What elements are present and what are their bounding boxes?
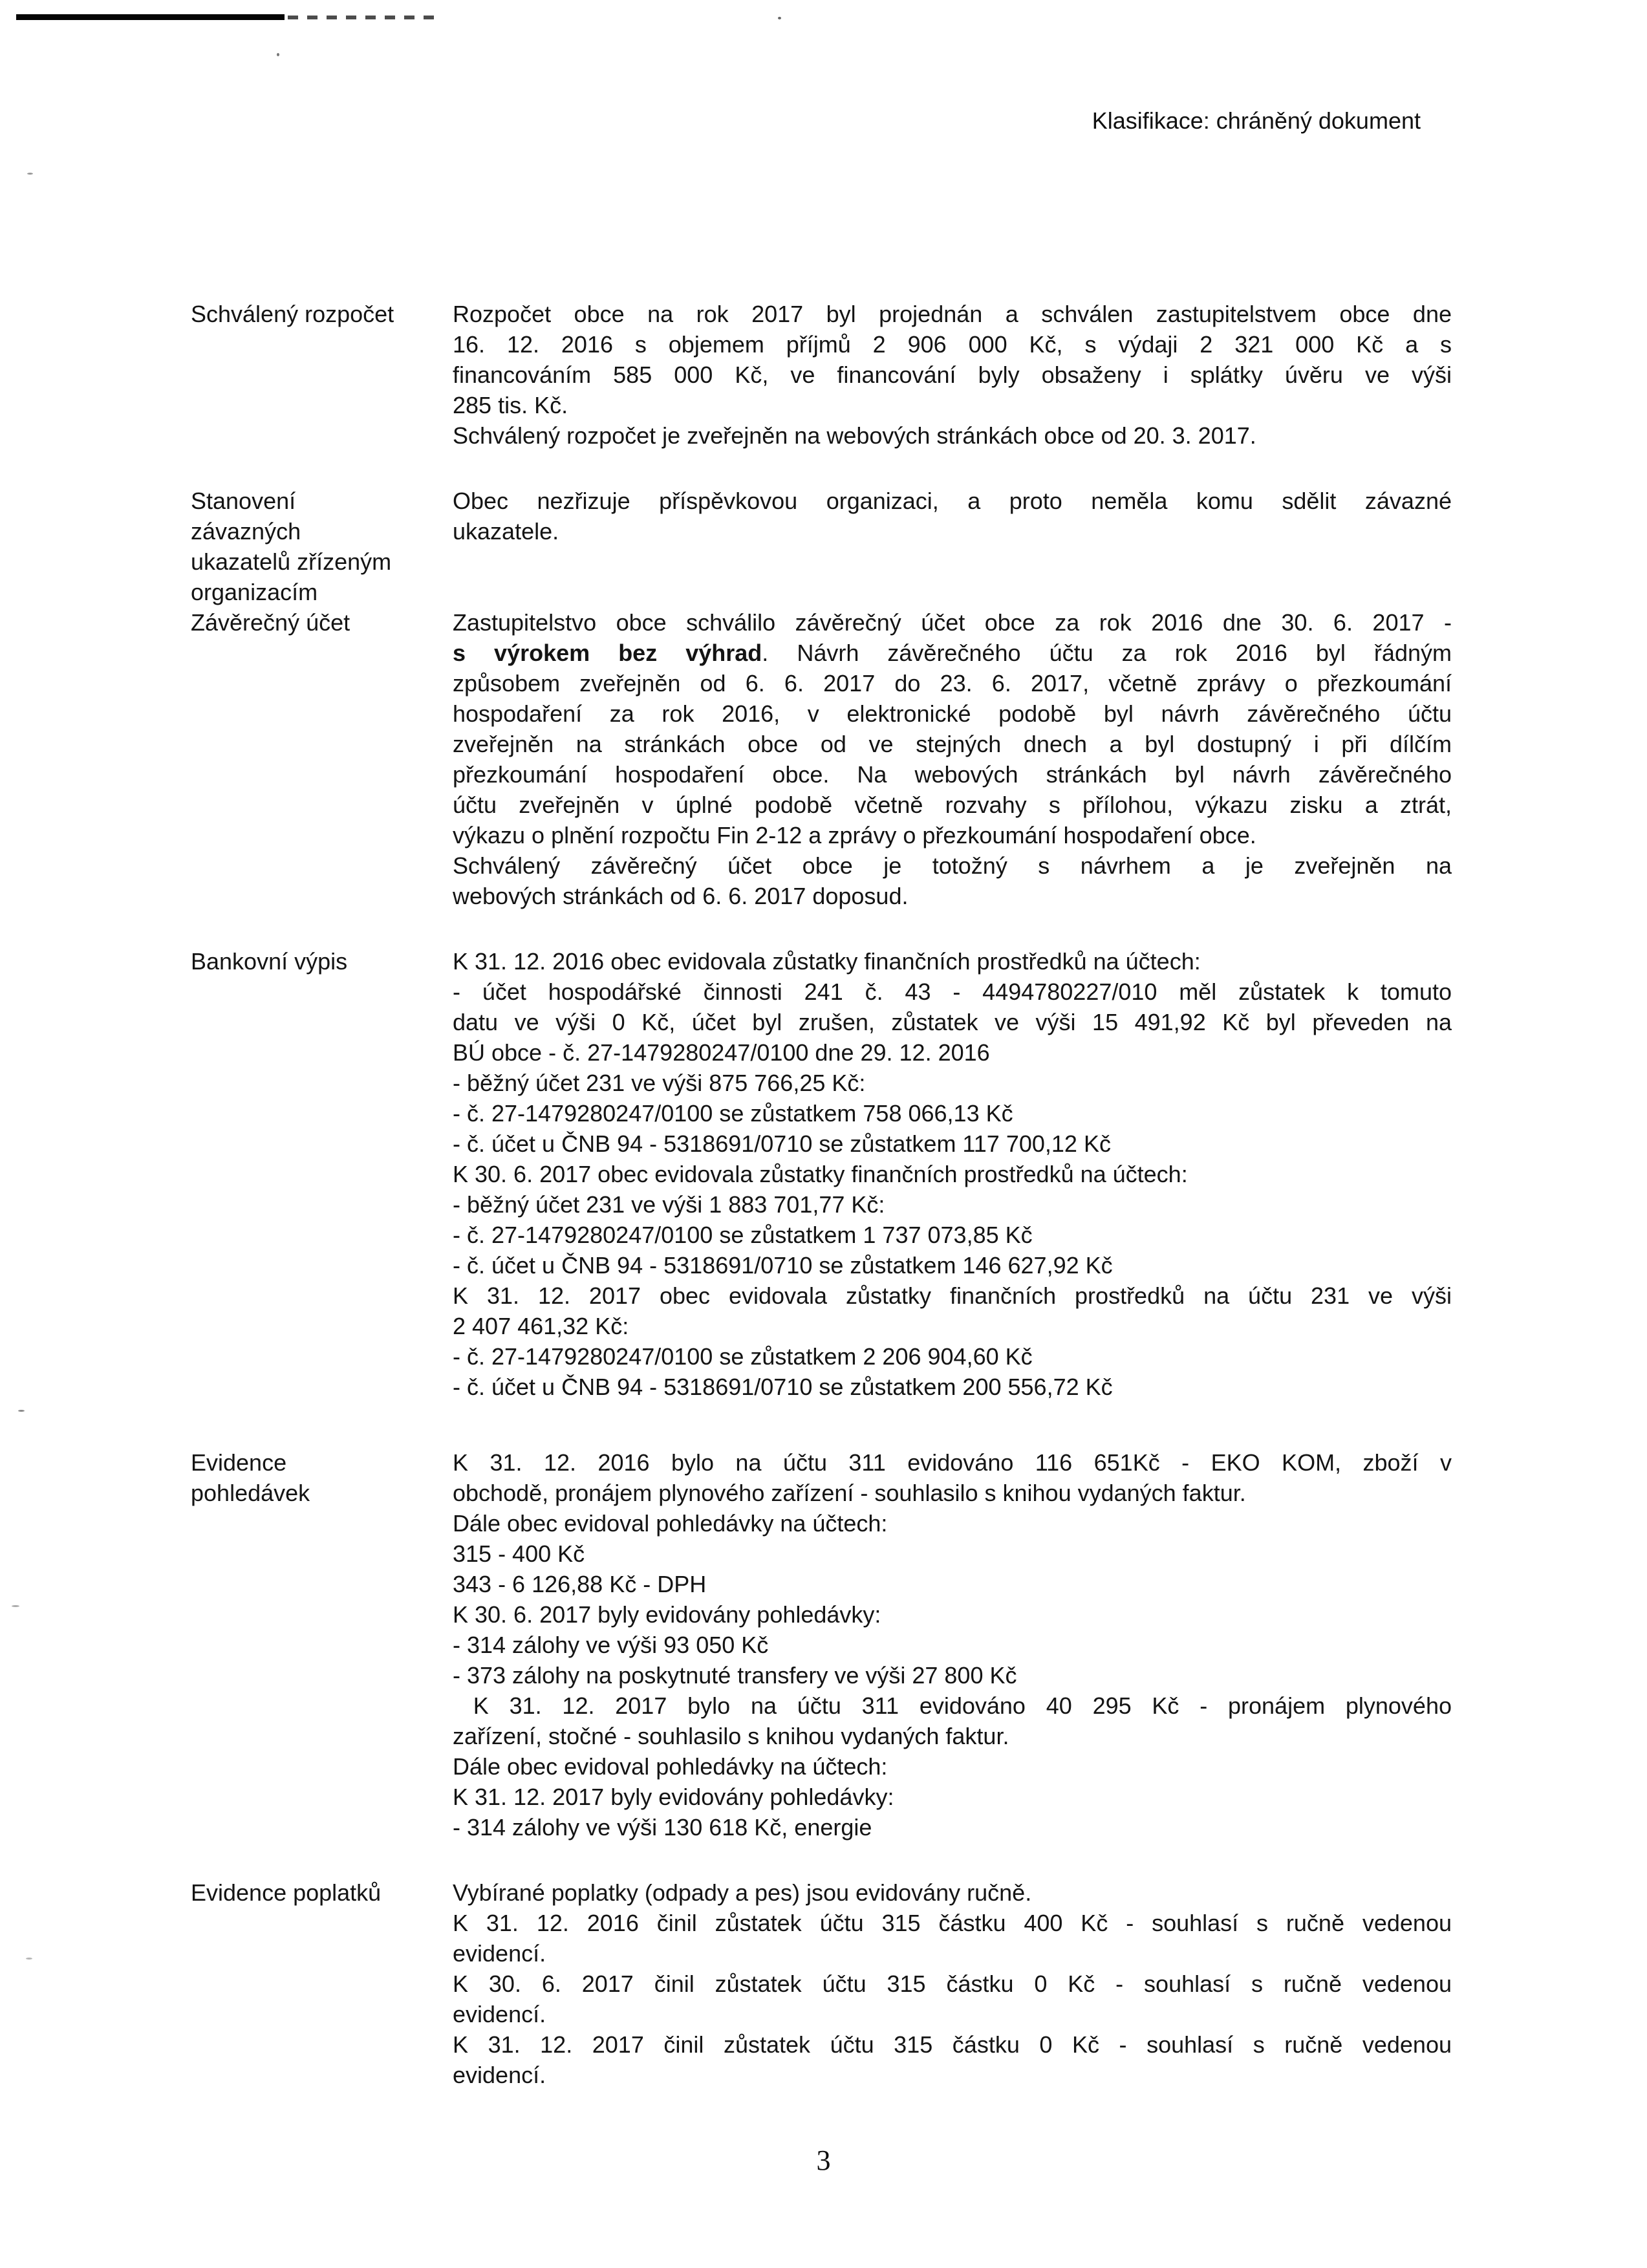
paragraph: [453, 1341, 1452, 1402]
section-label-line: Stanovení: [191, 488, 296, 514]
text-line: 2 407 461,32 Kč:: [453, 1313, 629, 1339]
section-label-line: Závěrečný účet: [191, 609, 350, 636]
text-line: - běžný účet 231 ve výši 1 883 701,77 Kč:: [453, 1191, 885, 1218]
paragraph: [453, 1508, 1452, 1690]
paragraph: [453, 1690, 1452, 1751]
section-label-line: Bankovní výpis: [191, 948, 348, 975]
paragraph: [453, 299, 1452, 420]
text-line: hospodaření za rok 2016, v elektronické podobě byl návrh závěrečného účtu: [453, 700, 1452, 727]
section-label-line: organizacím: [191, 579, 318, 605]
text-line: K 31. 12. 2017 bylo na účtu 311 evidováno 40 295 Kč - pronájem plynového: [453, 1692, 1452, 1719]
text-line: K 31. 12. 2016 obec evidovala zůstatky finančních prostředků na účtech:: [453, 948, 1201, 975]
text-line: evidencí.: [453, 2062, 546, 2088]
bold-text-run: s výrokem bez výhrad: [453, 640, 762, 666]
scan-artifact-bar: [16, 14, 285, 20]
section-text: [453, 486, 1452, 546]
text-line: K 30. 6. 2017 činil zůstatek účtu 315 částku 0 Kč - souhlasí s ručně vedenou: [453, 1971, 1452, 1997]
text-line: - č. 27-1479280247/0100 se zůstatkem 2 206 904,60 Kč: [453, 1343, 1033, 1370]
section-label: [191, 1877, 453, 1908]
text-line: - 314 zálohy ve výši 93 050 Kč: [453, 1632, 769, 1658]
paragraph: [453, 420, 1452, 451]
section-text: [453, 299, 1452, 451]
paragraph: [453, 1068, 1452, 1280]
text-line: 343 - 6 126,88 Kč - DPH: [453, 1571, 707, 1597]
text-line: evidencí.: [453, 2001, 546, 2027]
scan-artifact-speck: [277, 53, 279, 56]
text-line: Schválený rozpočet je zveřejněn na webových stránkách obce od 20. 3. 2017.: [453, 422, 1256, 449]
section-label: [191, 299, 453, 329]
paragraph: [453, 2029, 1452, 2090]
text-run: . Návrh závěrečného účtu za rok 2016 byl řádným: [762, 640, 1452, 666]
text-line: 315 - 400 Kč: [453, 1540, 585, 1567]
text-line: - účet hospodářské činnosti 241 č. 43 - 4494780227/010 měl zůstatek k tomuto: [453, 978, 1452, 1005]
text-line: K 31. 12. 2017 činil zůstatek účtu 315 částku 0 Kč - souhlasí s ručně vedenou: [453, 2031, 1452, 2058]
text-line: - č. účet u ČNB 94 - 5318691/0710 se zůstatkem 200 556,72 Kč: [453, 1374, 1113, 1400]
text-line: K 31. 12. 2016 bylo na účtu 311 evidováno 116 651Kč - EKO KOM, zboží v: [453, 1449, 1452, 1476]
paragraph: [453, 607, 1452, 850]
section-bankovni-vypis: [191, 946, 1452, 1402]
text-line: - 314 zálohy ve výši 130 618 Kč, energie: [453, 1814, 872, 1841]
text-line: datu ve výši 0 Kč, účet byl zrušen, zůstatek ve výši 15 491,92 Kč byl převeden na: [453, 1009, 1452, 1035]
section-schvaleny-rozpocet: [191, 299, 1452, 451]
paragraph: [453, 1280, 1452, 1341]
section-evidence-pohledavek: [191, 1447, 1452, 1842]
text-line: BÚ obce - č. 27-1479280247/0100 dne 29. 12. 2016: [453, 1039, 990, 1066]
text-line: Zastupitelstvo obce schválilo závěrečný účet obce za rok 2016 dne 30. 6. 2017 -: [453, 609, 1452, 636]
text-line: obchodě, pronájem plynového zařízení - souhlasilo s knihou vydaných faktur.: [453, 1480, 1246, 1506]
section-label: [191, 607, 453, 638]
section-label-line: Evidence: [191, 1449, 287, 1476]
text-line: Dále obec evidoval pohledávky na účtech:: [453, 1510, 888, 1537]
text-line: - č. 27-1479280247/0100 se zůstatkem 758 066,13 Kč: [453, 1100, 1013, 1127]
paragraph: [453, 946, 1452, 977]
paragraph: [453, 1447, 1452, 1508]
text-line: financováním 585 000 Kč, ve financování byly obsaženy i splátky úvěru ve výši: [453, 362, 1452, 388]
text-line: Dále obec evidoval pohledávky na účtech:: [453, 1753, 888, 1780]
text-line: Obec nezřizuje příspěvkovou organizaci, a proto neměla komu sdělit závazné: [453, 488, 1452, 514]
text-line: K 30. 6. 2017 byly evidovány pohledávky:: [453, 1601, 881, 1628]
text-line: přezkoumání hospodaření obce. Na webových stránkách byl návrh závěrečného: [453, 761, 1452, 788]
section-text: [453, 1447, 1452, 1842]
scan-artifact-bar-tail: [288, 16, 436, 19]
scan-artifact-speck: [27, 173, 33, 175]
section-text: [453, 1877, 1452, 2090]
text-line: Rozpočet obce na rok 2017 byl projednán a schválen zastupitelstvem obce dne: [453, 301, 1452, 327]
text-line: zařízení, stočné - souhlasilo s knihou vydaných faktur.: [453, 1723, 1009, 1749]
text-line: evidencí.: [453, 1940, 546, 1967]
text-line: [453, 638, 1452, 668]
text-line: webových stránkách od 6. 6. 2017 doposud.: [453, 883, 909, 909]
text-line: účtu zveřejněn v úplné podobě včetně rozvahy s přílohou, výkazu zisku a ztrát,: [453, 792, 1452, 818]
section-label-line: závazných: [191, 518, 301, 545]
scan-artifact-speck: [18, 1410, 25, 1412]
text-line: Vybírané poplatky (odpady a pes) jsou evidovány ručně.: [453, 1879, 1032, 1906]
section-text: [453, 946, 1452, 1402]
paragraph: [453, 850, 1452, 911]
text-line: Schválený závěrečný účet obce je totožný s návrhem a je zveřejněn na: [453, 852, 1452, 879]
text-line: K 31. 12. 2017 byly evidovány pohledávky:: [453, 1784, 894, 1810]
text-line: - č. účet u ČNB 94 - 5318691/0710 se zůstatkem 146 627,92 Kč: [453, 1252, 1113, 1279]
scan-artifact-speck: [26, 1958, 32, 1960]
text-line: - běžný účet 231 ve výši 875 766,25 Kč:: [453, 1070, 866, 1096]
section-zaverecny-ucet: [191, 607, 1452, 911]
section-label-line: Schválený rozpočet: [191, 301, 394, 327]
text-line: K 31. 12. 2017 obec evidovala zůstatky finančních prostředků na účtu 231 ve výši: [453, 1282, 1452, 1309]
paragraph: [453, 486, 1452, 546]
text-line: - č. 27-1479280247/0100 se zůstatkem 1 737 073,85 Kč: [453, 1222, 1033, 1248]
text-line: ukazatele.: [453, 518, 559, 545]
paragraph: [453, 1969, 1452, 2029]
page-number: 3: [816, 2144, 831, 2176]
document-body: [191, 299, 1452, 2090]
paragraph: [453, 1877, 1452, 1908]
section-evidence-poplatku: [191, 1877, 1452, 2090]
text-line: - 373 zálohy na poskytnuté transfery ve výši 27 800 Kč: [453, 1662, 1017, 1689]
text-line: K 31. 12. 2016 činil zůstatek účtu 315 částku 400 Kč - souhlasí s ručně vedenou: [453, 1910, 1452, 1936]
text-line: K 30. 6. 2017 obec evidovala zůstatky finančních prostředků na účtech:: [453, 1161, 1188, 1187]
section-stanoveni-zavaznych-ukazatelu: [191, 486, 1452, 607]
classification-header: Klasifikace: chráněný dokument: [1092, 107, 1421, 134]
text-line: zveřejněn na stránkách obce od ve stejných dnech a byl dostupný i při dílčím: [453, 731, 1452, 757]
paragraph: [453, 1908, 1452, 1969]
text-line: 16. 12. 2016 s objemem příjmů 2 906 000 Kč, s výdaji 2 321 000 Kč a s: [453, 331, 1452, 358]
section-label: [191, 486, 453, 607]
section-label-line: Evidence poplatků: [191, 1879, 382, 1906]
section-label-line: ukazatelů zřízeným: [191, 548, 392, 575]
scan-artifact-speck: [12, 1605, 19, 1607]
section-label: [191, 1447, 453, 1508]
section-label-line: pohledávek: [191, 1480, 310, 1506]
section-label: [191, 946, 453, 977]
scan-artifact-speck: [778, 17, 781, 19]
section-text: [453, 607, 1452, 911]
text-line: způsobem zveřejněn od 6. 6. 2017 do 23. 6. 2017, včetně zprávy o přezkoumání: [453, 670, 1452, 697]
text-line: 285 tis. Kč.: [453, 392, 568, 418]
text-line: výkazu o plnění rozpočtu Fin 2-12 a zprávy o přezkoumání hospodaření obce.: [453, 822, 1256, 848]
paragraph: [453, 1751, 1452, 1842]
text-line: - č. účet u ČNB 94 - 5318691/0710 se zůstatkem 117 700,12 Kč: [453, 1130, 1111, 1157]
paragraph: [453, 977, 1452, 1068]
